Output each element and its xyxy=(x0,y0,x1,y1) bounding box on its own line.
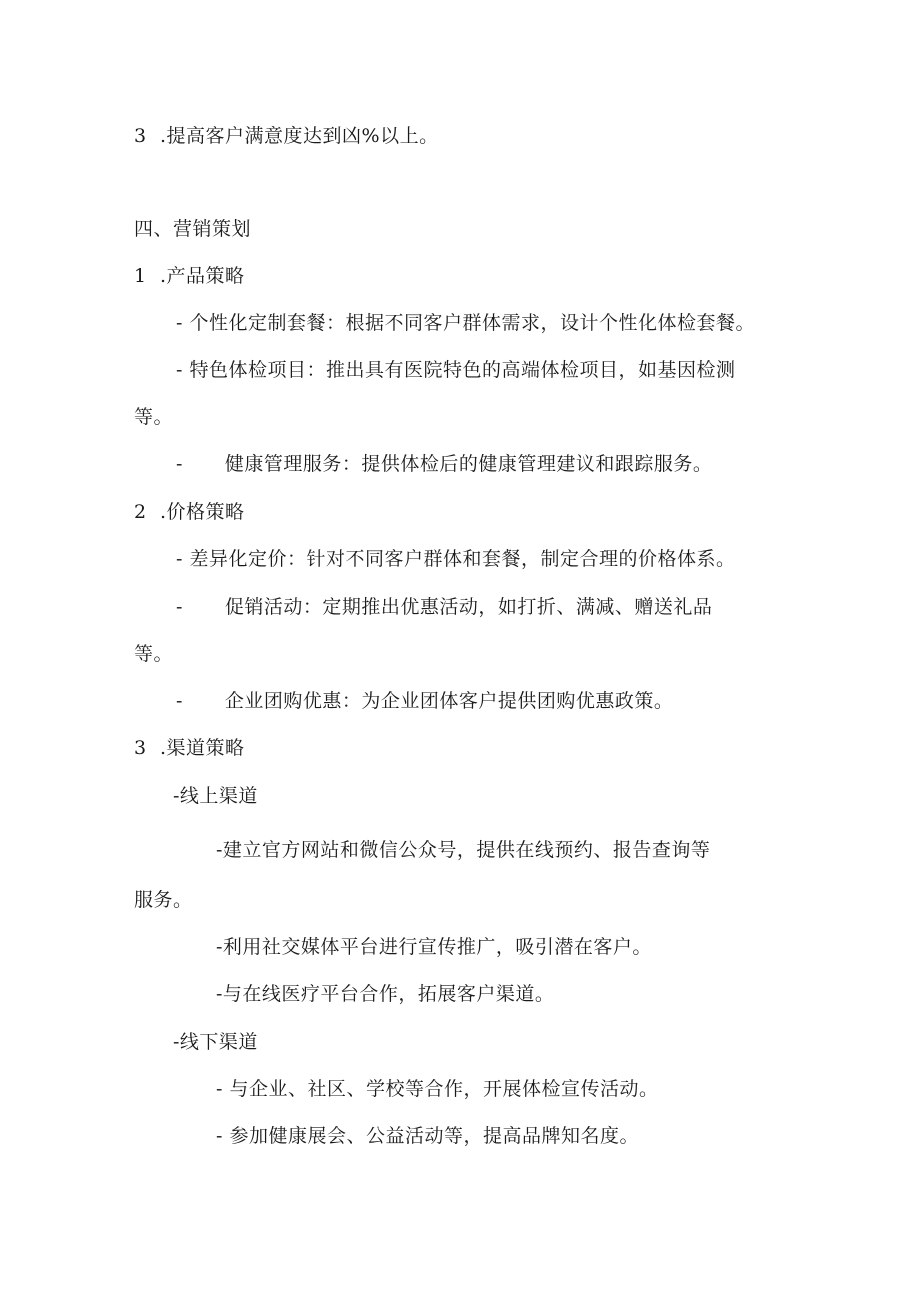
goal-3-number: 3 xyxy=(134,125,147,147)
goal-3-line xyxy=(134,124,439,148)
product-heading-number: 1 xyxy=(134,265,147,287)
online-item-1-line-2: 服务。 xyxy=(134,889,193,911)
price-item-2-line-2: 等。 xyxy=(134,643,174,665)
section-4-title: 四、营销策划 xyxy=(134,218,252,240)
channel-strategy-heading xyxy=(134,736,245,760)
price-heading-number: 2 xyxy=(134,501,147,523)
price-item-2-line-1 xyxy=(176,595,712,619)
price-heading-text: .价格策略 xyxy=(160,501,245,523)
product-item-2-line-2: 等。 xyxy=(134,406,174,428)
product-item-3 xyxy=(176,452,712,476)
channel-heading-number: 3 xyxy=(134,737,147,759)
online-item-2: -利用社交媒体平台进行宣传推广，吸引潜在客户。 xyxy=(216,936,652,958)
product-strategy-heading xyxy=(134,264,245,288)
price-item-3-dash: - xyxy=(176,690,183,712)
online-item-3: -与在线医疗平台合作，拓展客户渠道。 xyxy=(216,983,555,1005)
product-item-3-dash: - xyxy=(176,453,183,475)
product-heading-text: .产品策略 xyxy=(160,265,245,287)
price-item-3-text: 企业团购优惠：为企业团体客户提供团购优惠政策。 xyxy=(224,690,674,712)
online-channel-title: -线上渠道 xyxy=(173,785,258,807)
goal-3-text: .提高客户满意度达到凶%以上。 xyxy=(160,125,439,147)
price-strategy-heading xyxy=(134,500,245,524)
offline-item-1: - 与企业、社区、学校等合作，开展体检宣传活动。 xyxy=(216,1078,659,1100)
offline-item-2: - 参加健康展会、公益活动等，提高品牌知名度。 xyxy=(216,1125,639,1147)
price-item-2-text: 促销活动：定期推出优惠活动，如打折、满减、赠送礼品 xyxy=(224,596,713,618)
product-item-3-text: 健康管理服务：提供体检后的健康管理建议和跟踪服务。 xyxy=(224,453,713,475)
offline-channel-title: -线下渠道 xyxy=(173,1031,258,1053)
price-item-1: - 差异化定价：针对不同客户群体和套餐，制定合理的价格体系。 xyxy=(176,548,736,570)
channel-heading-text: .渠道策略 xyxy=(160,737,245,759)
product-item-1: - 个性化定制套餐：根据不同客户群体需求，设计个性化体检套餐。 xyxy=(176,312,755,334)
online-item-1-line-1: -建立官方网站和微信公众号，提供在线预约、报告查询等 xyxy=(216,839,711,861)
price-item-2-dash: - xyxy=(176,596,183,618)
product-item-2-line-1: - 特色体检项目：推出具有医院特色的高端体检项目，如基因检测 xyxy=(176,359,736,381)
price-item-3 xyxy=(176,689,673,713)
